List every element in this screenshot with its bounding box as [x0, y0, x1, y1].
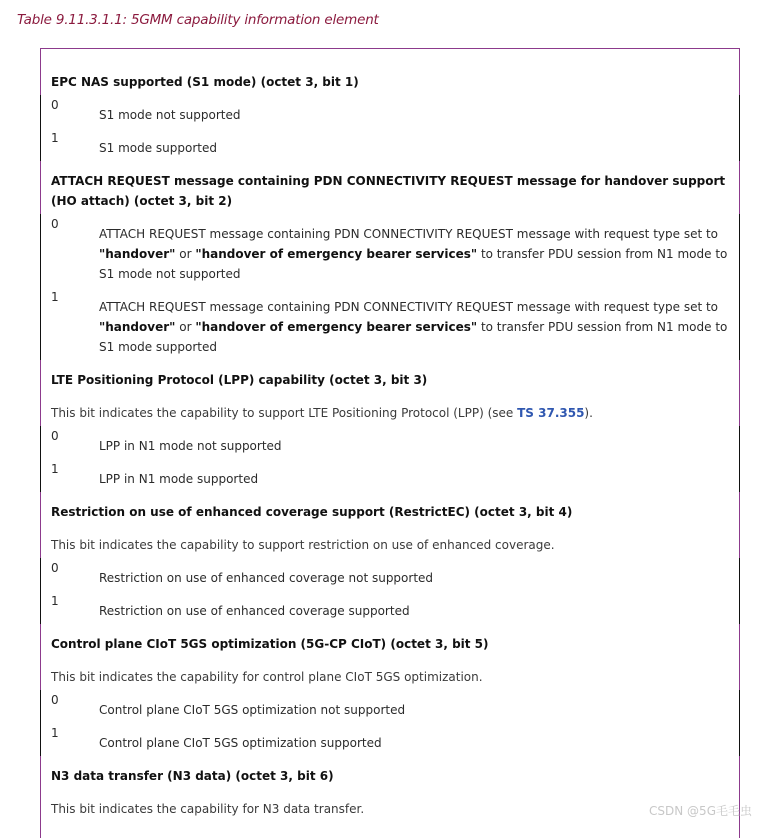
value-meaning: Control plane CIoT 5GS optimization supported: [99, 736, 382, 750]
value-row: [41, 723, 739, 756]
table-caption: Table 9.11.3.1.1: 5GMM capability information element: [17, 12, 379, 28]
field-heading-text: LTE Positioning Protocol (LPP) capability (octet 3, bit 3): [51, 373, 428, 387]
value-row: [41, 128, 739, 161]
value-row: [41, 287, 739, 360]
field-description: [41, 789, 739, 822]
spec-reference-link[interactable]: TS 37.355: [517, 406, 585, 420]
field-description: [41, 393, 739, 426]
field-heading: [41, 756, 739, 789]
value-meaning: LPP in N1 mode supported: [99, 472, 259, 486]
field-heading: [41, 62, 739, 95]
value-code: 0: [51, 217, 59, 231]
value-code: 0: [51, 693, 59, 707]
field-heading: [41, 161, 739, 214]
field-heading: [41, 360, 739, 393]
field-heading: [41, 624, 739, 657]
field-description-text: This bit indicates the capability for N3 data transfer.: [51, 802, 365, 816]
bold-term: "handover": [99, 247, 176, 261]
value-code: 1: [51, 726, 59, 740]
field-description-text: This bit indicates the capability for control plane CIoT 5GS optimization.: [51, 670, 483, 684]
field-heading-text: N3 data transfer (N3 data) (octet 3, bit 6): [51, 769, 334, 783]
value-row: [41, 459, 739, 492]
value-meaning: LPP in N1 mode not supported: [99, 439, 282, 453]
field-heading-text: Control plane CIoT 5GS optimization (5G-CP CIoT) (octet 3, bit 5): [51, 637, 489, 651]
value-code: 1: [51, 290, 59, 304]
field-description-text: This bit indicates the capability to support restriction on use of enhanced coverage.: [51, 538, 555, 552]
value-code: 1: [51, 462, 59, 476]
value-meaning: S1 mode not supported: [99, 108, 241, 122]
value-meaning: ATTACH REQUEST message containing PDN CONNECTIVITY REQUEST message with request type set to "handover" or "handover of emergency bearer services" to transfer PDU session from N1 mode to S1 mode supported: [99, 300, 728, 354]
value-row: [41, 214, 739, 287]
value-row: [41, 95, 739, 128]
field-description-text: ).: [584, 406, 593, 420]
field-heading-text: ATTACH REQUEST message containing PDN CONNECTIVITY REQUEST message for handover support (HO attach) (octet 3, bit 2): [51, 174, 726, 208]
field-heading-text: EPC NAS supported (S1 mode) (octet 3, bit 1): [51, 75, 359, 89]
value-meaning: S1 mode supported: [99, 141, 217, 155]
value-code: 0: [51, 561, 59, 575]
field-description: [41, 657, 739, 690]
value-meaning: Restriction on use of enhanced coverage supported: [99, 604, 410, 618]
field-description: [41, 525, 739, 558]
value-code: 0: [51, 98, 59, 112]
value-row: [41, 591, 739, 624]
value-meaning: ATTACH REQUEST message containing PDN CONNECTIVITY REQUEST message with request type set to "handover" or "handover of emergency bearer services" to transfer PDU session from N1 mode to S1 mode not supported: [99, 227, 728, 281]
value-meaning: Restriction on use of enhanced coverage not supported: [99, 571, 434, 585]
field-description-text: This bit indicates the capability to support LTE Positioning Protocol (LPP) (see: [51, 406, 518, 420]
value-row: [41, 426, 739, 459]
bold-term: "handover": [99, 320, 176, 334]
bold-term: "handover of emergency bearer services": [195, 320, 478, 334]
value-meaning: Control plane CIoT 5GS optimization not supported: [99, 703, 406, 717]
value-row: [41, 690, 739, 723]
field-heading: [41, 492, 739, 525]
bold-term: "handover of emergency bearer services": [195, 247, 478, 261]
capability-table: [40, 48, 740, 838]
value-code: 1: [51, 131, 59, 145]
table-rows: [41, 62, 739, 822]
field-heading-text: Restriction on use of enhanced coverage support (RestrictEC) (octet 3, bit 4): [51, 505, 573, 519]
value-code: 1: [51, 594, 59, 608]
value-code: 0: [51, 429, 59, 443]
watermark: CSDN @5G毛毛虫: [649, 804, 752, 818]
value-row: [41, 558, 739, 591]
